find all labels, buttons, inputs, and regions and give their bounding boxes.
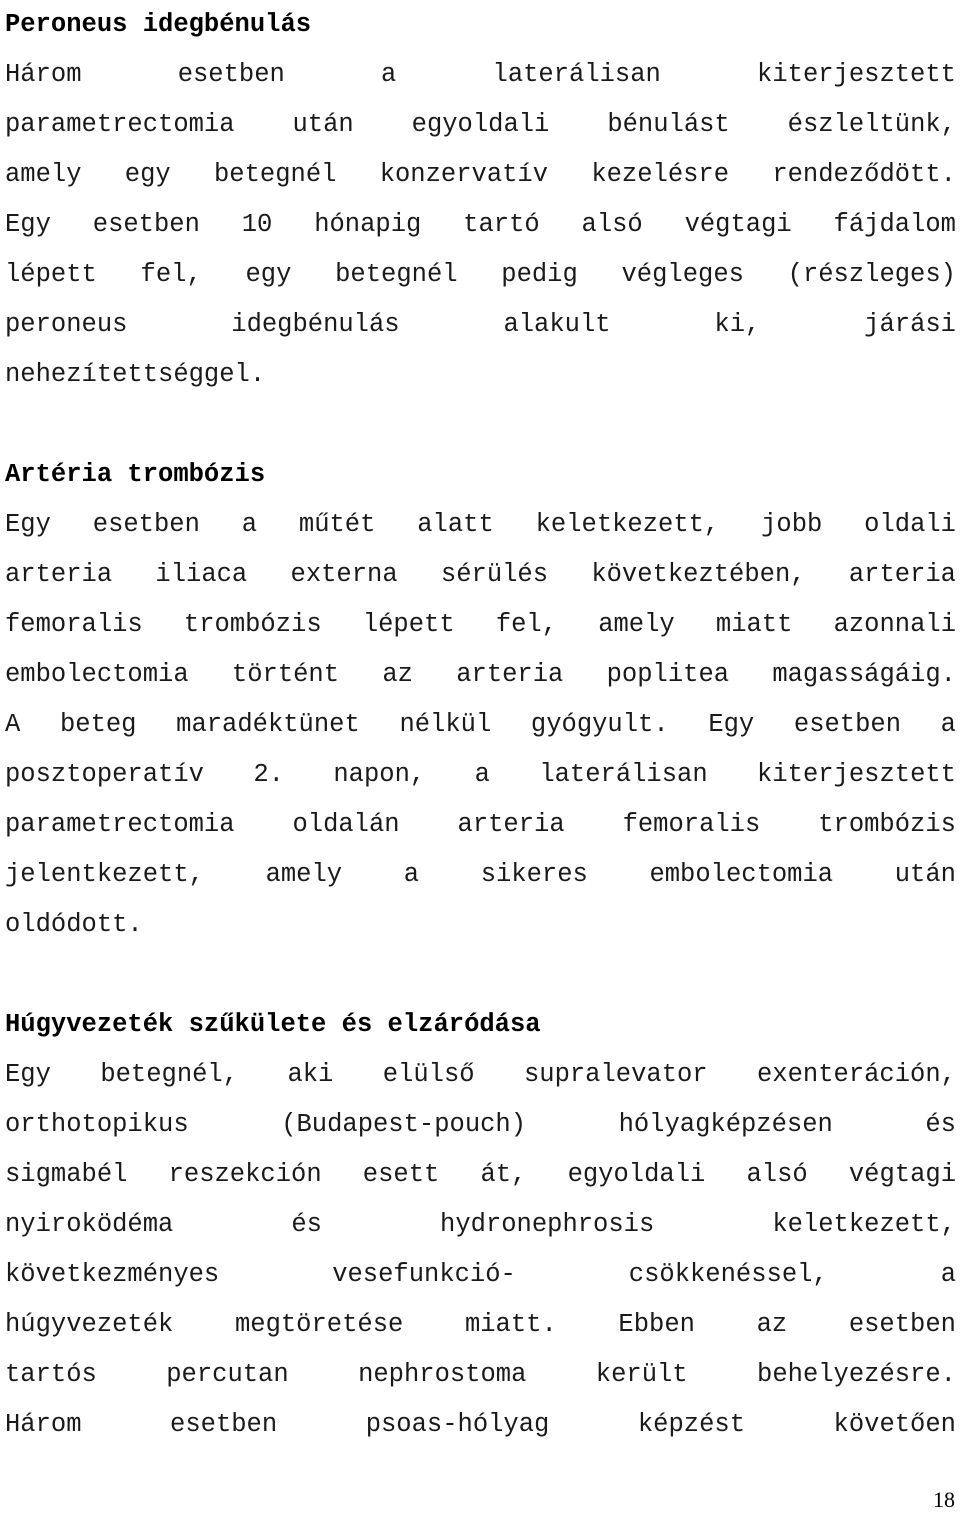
word: alsó bbox=[581, 210, 643, 239]
word: a bbox=[474, 760, 490, 789]
word: amely bbox=[265, 860, 343, 889]
word: alatt bbox=[417, 510, 494, 539]
word: beteg bbox=[59, 710, 137, 739]
word: követően bbox=[833, 1410, 956, 1439]
word: Egy bbox=[708, 710, 755, 739]
word: egyoldali bbox=[411, 110, 550, 139]
word: posztoperatív bbox=[5, 760, 204, 789]
text-line bbox=[5, 600, 956, 650]
word: supralevator bbox=[523, 1060, 708, 1089]
word: napon, bbox=[333, 760, 426, 789]
text-line bbox=[5, 750, 956, 800]
word: poplitea bbox=[606, 660, 730, 689]
section-hugyvezetek bbox=[5, 1000, 956, 1450]
word: gyógyult. bbox=[530, 710, 669, 739]
word: betegnél, bbox=[100, 1060, 239, 1089]
word: trombózis bbox=[183, 610, 322, 639]
word: járási bbox=[864, 310, 956, 339]
section-arteria bbox=[5, 450, 956, 950]
text-line bbox=[5, 1100, 956, 1150]
word: externa bbox=[290, 560, 398, 589]
word: Egy bbox=[5, 1060, 51, 1089]
word: kiterjesztett bbox=[757, 60, 956, 89]
section-paragraph bbox=[5, 50, 956, 400]
text-line bbox=[5, 850, 956, 900]
word: laterálisan bbox=[539, 760, 708, 789]
word: következtében, bbox=[591, 560, 806, 589]
text-line bbox=[5, 250, 956, 300]
text-line bbox=[5, 300, 956, 350]
word: után bbox=[292, 110, 354, 139]
word: fel, bbox=[495, 610, 558, 639]
text-line bbox=[5, 550, 956, 600]
text-line: oldódott. bbox=[5, 910, 143, 939]
word: Egy bbox=[5, 510, 51, 539]
word: keletkezett, bbox=[772, 1210, 956, 1239]
text-line bbox=[5, 1050, 956, 1100]
word: behelyezésre. bbox=[757, 1360, 956, 1389]
word: esetben bbox=[177, 60, 285, 89]
word: alakult bbox=[503, 310, 611, 339]
word: hónapig bbox=[314, 210, 422, 239]
word: rendeződött. bbox=[772, 160, 956, 189]
text-line bbox=[5, 800, 956, 850]
section-peroneus bbox=[5, 0, 956, 400]
text-line bbox=[5, 1250, 956, 1300]
word: a bbox=[381, 60, 397, 89]
word: nélkül bbox=[399, 710, 492, 739]
word: miatt bbox=[715, 610, 793, 639]
word: pedig bbox=[501, 260, 578, 289]
word: a bbox=[940, 1260, 956, 1289]
word: Három bbox=[5, 1410, 82, 1439]
word: a bbox=[241, 510, 258, 539]
word: esetben bbox=[92, 210, 200, 239]
section-heading: Artéria trombózis bbox=[5, 460, 266, 489]
word: következményes bbox=[5, 1260, 220, 1289]
word: sigmabél bbox=[5, 1160, 128, 1189]
word: fájdalom bbox=[833, 210, 956, 239]
word: miatt. bbox=[464, 1310, 557, 1339]
section-paragraph bbox=[5, 500, 956, 950]
word: végtagi bbox=[684, 210, 792, 239]
text-line bbox=[5, 50, 956, 100]
word: arteria bbox=[5, 560, 113, 589]
word: laterálisan bbox=[492, 60, 661, 89]
word: amely bbox=[5, 160, 82, 189]
word: esetben bbox=[92, 510, 200, 539]
section-paragraph bbox=[5, 1050, 956, 1450]
text-line bbox=[5, 700, 956, 750]
word: a bbox=[403, 860, 420, 889]
word: jobb bbox=[761, 510, 823, 539]
word: (részleges) bbox=[787, 260, 956, 289]
word: került bbox=[595, 1360, 688, 1389]
word: 2. bbox=[253, 760, 284, 789]
word: femoralis bbox=[622, 810, 761, 839]
word: kezelésre bbox=[591, 160, 730, 189]
document-page bbox=[5, 0, 956, 1450]
word: tartó bbox=[463, 210, 540, 239]
word: hydronephrosis bbox=[440, 1210, 655, 1239]
page-number: 18 bbox=[933, 1487, 955, 1512]
word: oldalán bbox=[292, 810, 400, 839]
word: Egy bbox=[5, 210, 51, 239]
word: nyiroködéma bbox=[5, 1210, 174, 1239]
word: arteria bbox=[848, 560, 956, 589]
word: betegnél bbox=[214, 160, 337, 189]
word: embolectomia bbox=[5, 660, 189, 689]
word: képzést bbox=[637, 1410, 745, 1439]
word: megtöretése bbox=[234, 1310, 404, 1339]
word: esetben bbox=[793, 710, 902, 739]
word: exenteráción, bbox=[757, 1060, 956, 1089]
text-line bbox=[5, 1300, 956, 1350]
word: sikeres bbox=[480, 860, 588, 889]
word: át, bbox=[480, 1160, 527, 1189]
word: lépett bbox=[362, 610, 455, 639]
word: egy bbox=[124, 160, 171, 189]
text-line: nehezítettséggel. bbox=[5, 360, 266, 389]
word: arteria bbox=[457, 810, 565, 839]
word: esett bbox=[362, 1160, 440, 1189]
text-line bbox=[5, 100, 956, 150]
text-line bbox=[5, 1200, 956, 1250]
word: csökkenéssel, bbox=[628, 1260, 828, 1289]
word: A bbox=[5, 710, 21, 739]
word: jelentkezett, bbox=[5, 860, 204, 889]
text-line bbox=[5, 500, 956, 550]
word: iliaca bbox=[155, 560, 248, 589]
word: sérülés bbox=[440, 560, 549, 589]
text-line bbox=[5, 150, 956, 200]
text-line bbox=[5, 650, 956, 700]
word: 10 bbox=[241, 210, 273, 239]
word: fel, bbox=[140, 260, 202, 289]
word: femoralis bbox=[5, 610, 143, 639]
word: a bbox=[940, 710, 956, 739]
word: amely bbox=[598, 610, 675, 639]
word: végleges bbox=[621, 260, 744, 289]
word: után bbox=[894, 860, 956, 889]
word: (Budapest-pouch) bbox=[281, 1110, 527, 1139]
section-heading: Peroneus idegbénulás bbox=[5, 10, 312, 39]
word: vesefunkció- bbox=[332, 1260, 516, 1289]
word: konzervatív bbox=[379, 160, 549, 189]
word: oldali bbox=[864, 510, 956, 539]
word: percutan bbox=[166, 1360, 289, 1389]
word: trombózis bbox=[818, 810, 956, 839]
word: idegbénulás bbox=[231, 310, 400, 339]
word: betegnél bbox=[335, 260, 458, 289]
word: esetben bbox=[170, 1410, 278, 1439]
word: kiterjesztett bbox=[757, 760, 956, 789]
word: lépett bbox=[5, 260, 97, 289]
word: parametrectomia bbox=[5, 110, 235, 139]
word: embolectomia bbox=[649, 860, 834, 889]
word: peroneus bbox=[5, 310, 128, 339]
word: ki, bbox=[714, 310, 761, 339]
word: orthotopikus bbox=[5, 1110, 189, 1139]
word: észleltünk, bbox=[787, 110, 956, 139]
word: psoas-hólyag bbox=[365, 1410, 550, 1439]
word: és bbox=[925, 1110, 956, 1139]
word: egy bbox=[245, 260, 292, 289]
word: műtét bbox=[298, 510, 376, 539]
section-heading: Húgyvezeték szűkülete és elzáródása bbox=[5, 1010, 541, 1039]
word: elülső bbox=[382, 1060, 475, 1089]
text-line bbox=[5, 200, 956, 250]
word: Három bbox=[5, 60, 82, 89]
text-line bbox=[5, 1150, 956, 1200]
word: Ebben bbox=[618, 1310, 695, 1339]
word: magasságáig. bbox=[772, 660, 956, 689]
word: egyoldali bbox=[567, 1160, 706, 1189]
word: tartós bbox=[5, 1360, 97, 1389]
word: történt bbox=[231, 660, 340, 689]
word: arteria bbox=[456, 660, 564, 689]
word: nephrostoma bbox=[358, 1360, 527, 1389]
word: azonnali bbox=[833, 610, 956, 639]
word: az bbox=[756, 1310, 788, 1339]
word: reszekción bbox=[168, 1160, 322, 1189]
word: bénulást bbox=[607, 110, 730, 139]
word: alsó bbox=[746, 1160, 808, 1189]
word: húgyvezeték bbox=[5, 1310, 174, 1339]
text-line bbox=[5, 1350, 956, 1400]
text-line bbox=[5, 1400, 956, 1450]
word: az bbox=[382, 660, 413, 689]
word: esetben bbox=[848, 1310, 956, 1339]
word: aki bbox=[287, 1060, 334, 1089]
word: és bbox=[291, 1210, 322, 1239]
word: maradéktünet bbox=[176, 710, 360, 739]
word: hólyagképzésen bbox=[618, 1110, 833, 1139]
word: parametrectomia bbox=[5, 810, 235, 839]
word: végtagi bbox=[848, 1160, 956, 1189]
word: keletkezett, bbox=[535, 510, 720, 539]
